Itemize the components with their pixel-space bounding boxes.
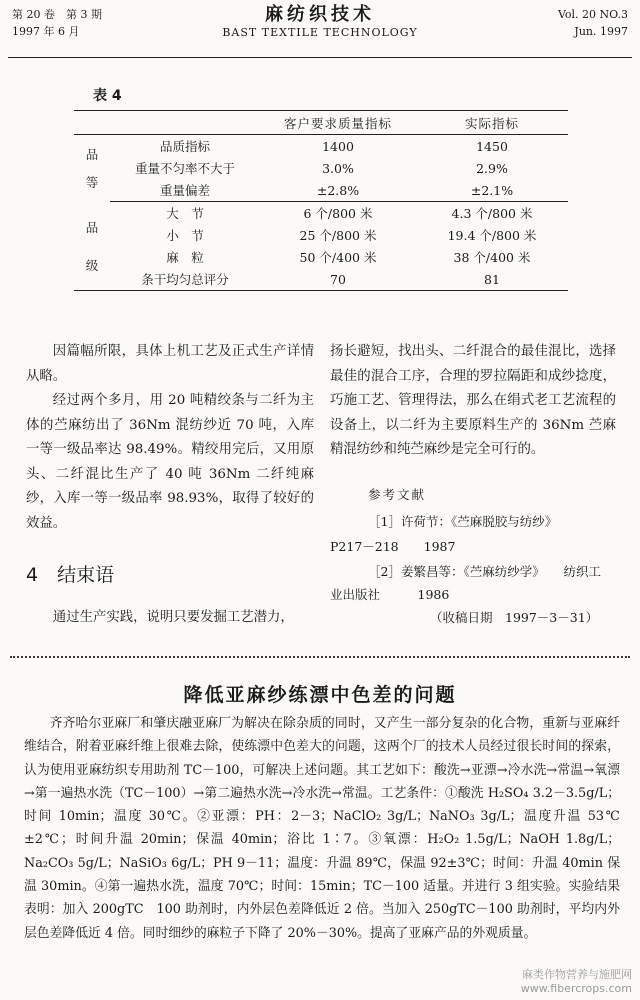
table-row (74, 268, 568, 291)
right-paragraph-1: 扬长避短，找出头、二纤混合的最佳混比，选择最佳的混合工序，合理的罗拉隔距和成纱捻度，巧施工艺、管理得法，那么在绢式老工艺流程的设备上，以二纤为主要原料生产的 36Nm 苎麻精混纺纱和纯苎麻纱是完全可行的。 (330, 344, 616, 457)
group-label-grade: 品 等 (85, 147, 99, 191)
section-divider (10, 656, 630, 658)
row-actual: 38 个/400 米 (453, 250, 531, 265)
received-date: （收稿日期 1997－3－31） (430, 610, 599, 625)
left-paragraph-3: 通过生产实践，说明只要发掘工艺潜力， (52, 610, 294, 625)
table-corner (74, 111, 110, 135)
journal-title-cn: 麻纺织技术 (265, 4, 375, 25)
row-actual: 1450 (476, 138, 508, 154)
table-row (74, 135, 568, 158)
row-client: 70 (330, 271, 346, 287)
row-client: 1400 (322, 138, 354, 154)
header-rule (8, 57, 632, 58)
row-actual: 81 (484, 271, 500, 287)
quality-table (74, 110, 568, 291)
row-item: 重量不匀率不大于 (134, 161, 235, 176)
table-row (74, 157, 568, 179)
volume-en-text: Vol. 20 NO.3 (557, 8, 628, 21)
table-col-item (110, 111, 260, 135)
references-title: 参考文献 (368, 487, 427, 502)
journal-title-en: BAST TEXTILE TECHNOLOGY (222, 26, 418, 39)
group-label-class: 品 级 (85, 219, 99, 273)
row-client: ±2.8% (260, 179, 416, 202)
row-actual: 19.4 个/800 米 (447, 228, 537, 243)
row-actual: ±2.1% (416, 179, 568, 202)
row-item: 条干均匀总评分 (141, 272, 229, 287)
row-item: 大 节 (166, 206, 204, 221)
table-row (74, 202, 568, 225)
row-actual: 2.9% (476, 160, 508, 176)
table-row (74, 179, 568, 202)
row-client: 6 个/800 米 (303, 206, 373, 221)
table-col-client: 客户要求质量指标 (260, 111, 416, 135)
article-title: 降低亚麻纱练漂中色差的问题 (183, 684, 457, 706)
table-row (74, 246, 568, 268)
row-client: 3.0% (322, 160, 354, 176)
date-en-text: Jun. 1997 (574, 25, 628, 38)
row-item: 小 节 (166, 228, 204, 243)
table-col-actual: 实际指标 (416, 111, 568, 135)
reference-1-pages: P217－218 1987 (330, 539, 456, 554)
table-title: 表 4 (93, 88, 122, 104)
reference-2: ［2］姜繁昌等：《苎麻纺纱学》 纺织工 (368, 564, 601, 579)
article-body: 齐齐哈尔亚麻厂和肇庆融亚麻厂为解决在除杂质的同时，又产生一部分复杂的化合物，重新与亚麻纤维结合，附着亚麻纤维上很难去除，使练漂中色差大的问题，这两个厂的技术人员经过很长时间的探索，认为使用亚麻纺织专用助剂 TC－100，可解决上述问题。其工艺如下：酸洗→亚漂→冷水洗→常温→氧漂→第一遍热水洗（TC－100）→第二遍热水洗→冷水洗→常温。工艺条件：①酸洗 H₂SO₄ 3.2－3.5g/L；时间 10min；温度 30℃。②亚漂：PH：2－3；NaClO₂ 3g/L；NaNO₃ 3g/L；温度升温 53℃±2℃；时间升温 20min；保温 40min；浴比 1∶7。③氧漂：H₂O₂ 1.5g/L；NaOH 1.8g/L；Na₂CO₃ 5g/L；NaSiO₃ 6g/L；PH 9－11；温度：升温 89℃，保温 92±3℃；时间：升温 40min 保温 30min。④第一遍热水洗，温度 70℃；时间：15min；TC－100 适量。并进行 3 组实验。实验结果表明：加入 200gTC 100 助剂时，内外层色差降低近 2 倍。当加入 250gTC－100 助剂时，平均内外层色差降低近 4 倍。同时细纱的麻粒子下降了 20%－30%。提高了亚麻产品的外观质量。 (24, 716, 620, 941)
volume-issue-en (558, 6, 628, 40)
left-paragraph-2: 经过两个多月，用 20 吨精绞条与二纤为主体的苎麻纺出了 36Nm 混纺纱近 70 吨，入库一等一级品率达 98.49%。精绞用完后，又用原头、二纤混比生产了 40 吨 36Nm 二纤纯麻纱，入库一等一级品率 98.93%，取得了较好的效益。 (26, 393, 314, 531)
row-item: 麻 粒 (166, 250, 204, 265)
row-client: 25 个/800 米 (299, 228, 377, 243)
volume-text: 第 20 卷 第 3 期 (12, 8, 102, 21)
reference-2-publisher: 业出版社 1986 (330, 587, 450, 602)
row-client: 50 个/400 米 (299, 250, 377, 265)
site-watermark (521, 968, 632, 996)
left-paragraph-1: 因篇幅所限，具体上机工艺及正式生产详情从略。 (26, 344, 314, 384)
section-heading-4: 4 结束语 (26, 564, 115, 586)
row-item: 重量偏差 (110, 179, 260, 202)
watermark-line-2: www.fibercrops.com (520, 982, 632, 995)
row-item: 品质指标 (159, 139, 210, 154)
reference-1: ［1］许荷节：《苎麻脱胶与纺纱》 (368, 514, 558, 529)
row-actual: 4.3 个/800 米 (451, 206, 533, 221)
table-row (74, 224, 568, 246)
table-header-row (74, 111, 568, 135)
date-text: 1997 年 6 月 (12, 25, 80, 38)
watermark-line-1: 麻类作物营养与施肥网 (522, 968, 632, 981)
journal-title (0, 4, 640, 40)
